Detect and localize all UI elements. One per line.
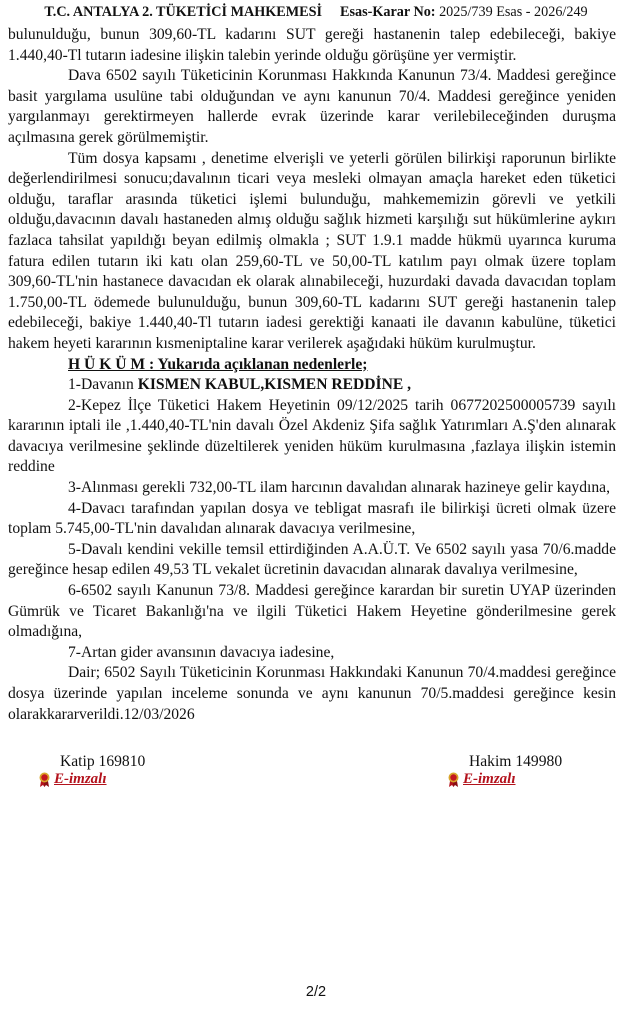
case-label: Esas-Karar No: [340, 4, 436, 20]
verdict-item-4: 4-Davacı tarafından yapılan dosya ve tebligat masrafı ile bilirkişi ücreti olmak üzere toplam 5.745,00-TL'nin davalıdan alınarak davacıya verilmesine, [8, 499, 616, 538]
verdict-item-1-decision: KISMEN KABUL,KISMEN REDDİNE , [137, 376, 412, 394]
signature-clerk-name: Katip 169810 [60, 753, 146, 770]
case-number: 2025/739 Esas - 2026/249 [439, 4, 588, 20]
document-header [0, 4, 632, 21]
paragraph-1: bulunulduğu, bunun 309,60-TL kadarını SUT gereği hastanenin talep edebileceği, bakiye 1.440,40-Tl tutarın iadesine ilişkin talebin yerinde olduğu görüşüne yer vermiştir. [8, 26, 616, 64]
paragraph-3: Tüm dosya kapsamı , denetime elverişli ve yeterli görülen bilirkişi raporunun birlikte değerlendirilmesi sonucu;davalının ticari veya mesleki olmayan amaçla hareket eden tüketici olduğu, taraflar arasında tüketici işlemi bulunduğu, mahkememizin görevli ve yetkili olduğu,davacının davalı hastaneden almış olduğu sağlık hizmeti karşılığı sut hükümlerine aykırı fazlaca tahsilat yapıldığı beyan edilmiş olmakla ; SUT 1.9.1 madde hükmü uyarınca kuruma fatura edilen tutarın iki katı olan 259,60-TL ve 50,00-TL katılım payı olmak üzere toplam 309,60-TL'nin hastanece davacıdan ek olarak alınabileceği, huzurdaki davada davacıdan toplam 1.750,00-TL ödemede bulunulduğu, bunun 309,60-TL kadarını SUT gereği hastanenin talep edebileceği, bakiye 1.440,40-Tl tutarın iadesi gerektiği kanaati ile davanın kabulüne, tüketici hakem heyeti kararının kısmeniptaline karar verilerek aşağıdaki hüküm kurulmuştur. [8, 149, 616, 352]
verdict-item-1 [8, 375, 616, 396]
verdict-item-3: 3-Alınması gerekli 732,00-TL ilam harcının davalıdan alınarak hazineye gelir kaydına, [68, 479, 610, 497]
verdict-item-1-prefix: 1-Davanın [68, 376, 138, 394]
verdict-item-2: 2-Kepez İlçe Tüketici Hakem Heyetinin 09/12/2025 tarih 0677202500005739 sayılı kararının iptali ile ,1.440,40-TL'nin davalı Özel Akdeniz Şifa sağlık Yatırımları A.Ş'den alınarak davacıya verilmesine şeklinde düzeltilerek yeniden hüküm kurulmasına ,fazlaya ilişkin istemin reddine [8, 396, 616, 476]
verdict-item-7: 7-Artan gider avansının davacıya iadesine, [68, 643, 335, 661]
verdict-item-5: 5-Davalı kendini vekille temsil ettirdiğinden A.A.Ü.T. Ve 6502 sayılı yasa 70/6.madde gereğince hesap edilen 49,53 TL vekalet ücretinin davacıdan alınarak davalıya verilmesine, [8, 540, 616, 579]
esign-label-clerk: E-imzalı [54, 771, 107, 787]
hukum-heading: H Ü K Ü M : Yukarıda açıklanan nedenlerle; [68, 355, 368, 373]
esign-link-judge[interactable] [447, 771, 562, 788]
page-number: 2/2 [305, 984, 327, 1000]
verdict-item-6: 6-6502 sayılı Kanunun 73/8. Maddesi gereğince karardan bir suretin UYAP üzerinden Gümrük ve Ticaret Bakanlığı'na ve ilgili Tüketici Hakem Heyetine gönderilmesine gerek olmadığına, [8, 582, 616, 641]
esign-link-clerk[interactable] [38, 771, 145, 788]
paragraph-2: Dava 6502 sayılı Tüketicinin Korunması Hakkında Kanunun 73/4. Maddesi gereğince basit yargılama usulüne tabi olduğundan ve aynı kanunun 70/4. Maddesi gereğince yeniden yargılanmayı gerektirmeyen hallerde evrak üzerinde karar verilebileceğinden duruşma açılmasına gerek görülmemiştir. [8, 67, 616, 146]
seal-icon [38, 772, 51, 787]
seal-icon [447, 772, 460, 787]
signature-judge [447, 753, 562, 788]
court-name: T.C. ANTALYA 2. TÜKETİCİ MAHKEMESİ [44, 4, 323, 20]
document-body [8, 25, 616, 725]
dair-paragraph: Dair; 6502 Sayılı Tüketicinin Korunması Hakkındaki Kanunun 70/4.maddesi gereğince dosya üzerinde yapılan inceleme sonunda ve aynı kanunun 70/5.maddesi gereğince kesin olarakkararverildi.12/03/2026 [8, 664, 616, 723]
signature-clerk [38, 753, 145, 788]
signature-judge-name: Hakim 149980 [469, 753, 563, 770]
esign-label-judge: E-imzalı [463, 771, 516, 787]
